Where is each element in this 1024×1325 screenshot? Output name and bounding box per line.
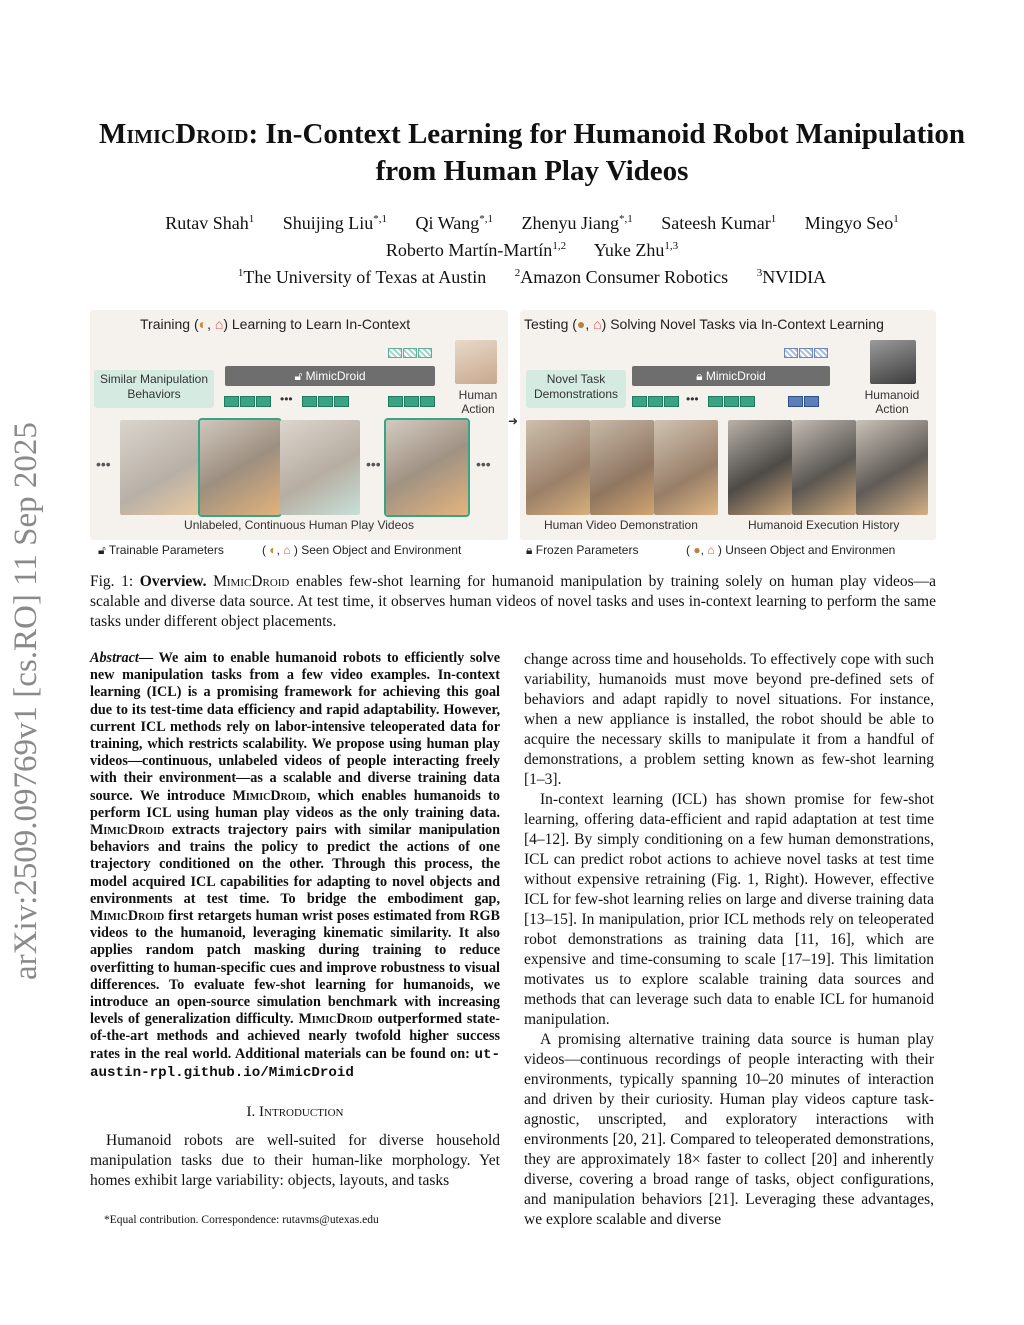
potato-icon: ● xyxy=(693,543,701,557)
input-token xyxy=(224,396,239,407)
play-videos-label: Unlabeled, Continuous Human Play Videos xyxy=(184,518,414,532)
author: Sateesh Kumar xyxy=(661,213,771,233)
history-token xyxy=(788,396,803,407)
section-heading: I. Introduction xyxy=(246,1104,344,1120)
paragraph: change across time and households. To effectively cope with such variability, humanoids must move beyond pre-defined sets of behaviors and adapt rapidly to novel situations. For instance, when a new appliance is installed, the robot should be able to acquire the necessary skills to manipulate it from a handful of demonstrations, a problem setting known as few-shot learning [1–3]. xyxy=(524,651,934,788)
testing-panel xyxy=(520,310,936,540)
humanoid-action-label: Humanoid Action xyxy=(864,388,920,416)
arxiv-stamp: arXiv:2509.09769v1 [cs.RO] 11 Sep 2025 xyxy=(8,422,44,980)
history-frame xyxy=(728,420,792,515)
play-video-frame xyxy=(280,420,360,515)
human-hand-image xyxy=(455,340,497,384)
ellipsis: ••• xyxy=(476,456,491,472)
input-token xyxy=(302,396,317,407)
mimicdroid-model-bar: 🔓︎ MimicDroid xyxy=(225,366,435,386)
house-icon: ⌂ xyxy=(707,543,715,557)
input-token xyxy=(664,396,679,407)
output-token xyxy=(403,348,417,358)
figure-overview xyxy=(90,310,936,568)
input-token xyxy=(648,396,663,407)
author: Rutav Shah xyxy=(165,213,249,233)
right-column xyxy=(524,650,934,1230)
history-token xyxy=(804,396,819,407)
unlock-icon: 🔓︎ xyxy=(98,543,106,557)
croissant-icon: ◐ xyxy=(198,316,208,332)
input-token xyxy=(420,396,435,407)
output-token xyxy=(814,348,828,358)
legend-frozen: 🔒︎ Frozen Parameters xyxy=(526,543,639,557)
paper-title xyxy=(60,116,1004,190)
demo-label: Human Video Demonstration xyxy=(544,518,698,532)
input-token xyxy=(240,396,255,407)
author-line-1: Rutav Shah$^1$ Shuijing Liu$^{*,1}$ Qi Wang$^{*,1}$ Zhenyu Jiang$^{*,1}$ Sateesh Kumar$^1$ Mingyo Seo$^1$ xyxy=(165,213,899,233)
input-token xyxy=(318,396,333,407)
ellipsis: ••• xyxy=(280,392,293,406)
demo-frame xyxy=(590,420,654,515)
history-frame xyxy=(856,420,928,515)
ellipsis: ••• xyxy=(96,456,111,472)
training-panel xyxy=(90,310,508,540)
author: Yuke Zhu xyxy=(593,240,665,260)
output-token xyxy=(388,348,402,358)
legend-trainable: 🔓︎ Trainable Parameters xyxy=(98,543,224,557)
house-icon: ⌂ xyxy=(593,316,602,332)
abstract: Abstract— We aim to enable humanoid robots to efficiently solve new manipulation tasks from a few video examples. In-context learning (ICL) is a promising framework for achieving this goal due to its test-time data efficiency and rapid adaptability. However, current ICL methods rely on labor-intensive teleoperated data for training, which restricts scalability. We propose using human play videos—continuous, unlabeled videos of people interacting freely with their environment—as a scalable and diverse training data source. We introduce MimicDroid, which enables humanoids to perform ICL using human play videos as the only training data. MimicDroid extracts trajectory pairs with similar manipulation behaviors and trains the policy to predict the actions of one trajectory conditioned on the other. Through this process, the model acquired ICL capabilities for adapting to novel objects and environments at test time. To bridge the embodiment gap, MimicDroid first retargets human wrist poses estimated from RGB videos to the humanoid, leveraging kinematic similarity. It also applies random patch masking during training to reduce overfitting to human-specific cues and improve robustness to visual differences. To evaluate few-shot learning for humanoids, we introduce an open-source simulation benchmark with increasing levels of generalization difficulty. MimicDroid outperformed state-of-the-art methods and achieved nearly twofold higher success rates in the real world. Additional materials can be found on: ut-austin-rpl.github.io/MimicDroid xyxy=(90,650,500,1081)
author: Shuijing Liu xyxy=(282,213,374,233)
affiliations: $^1$The University of Texas at Austin $^2$Amazon Consumer Robotics $^3$NVIDIA xyxy=(237,267,827,287)
paragraph: A promising alternative training data source is human play videos—continuous recordings of people interacting with their environments, typically spanning 10–20 minutes of interaction and driven by their curiosity. Human play videos capture task-agnostic, unscripted, and exploratory interactions with environments [20, 21]. Compared to teleoperated demonstrations, they are approximately 18× faster to collect [20] and inherently diverse, covering a broad range of tasks, object configurations, and manipulation behaviors [21]. Leveraging these advantages, we explore scalable and diverse xyxy=(524,1031,934,1228)
similar-behaviors-box: Similar Manipulation Behaviors xyxy=(94,370,214,408)
demo-frame xyxy=(654,420,718,515)
unlock-icon: 🔓︎ xyxy=(294,369,303,383)
humanoid-hand-image xyxy=(870,340,916,384)
input-token xyxy=(724,396,739,407)
training-title: Training (◐, ⌂) Learning to Learn In-Context xyxy=(140,316,411,332)
input-token xyxy=(740,396,755,407)
input-token xyxy=(388,396,403,407)
affiliation: Amazon Consumer Robotics xyxy=(520,267,729,287)
abstract-lead: Abstract xyxy=(90,650,139,666)
croissant-icon: ◐ xyxy=(269,543,277,557)
history-frame xyxy=(792,420,856,515)
project-url[interactable]: ut-austin-rpl.github.io/MimicDroid xyxy=(90,1046,500,1081)
ellipsis: ••• xyxy=(366,456,381,472)
play-video-frame xyxy=(200,420,280,515)
output-token xyxy=(784,348,798,358)
legend-unseen: ( ●, ⌂ ) Unseen Object and Environmen xyxy=(686,543,896,557)
author: Roberto Martín-Martín xyxy=(385,240,553,260)
footnote: *Equal contribution. Correspondence: rutavms@utexas.edu xyxy=(104,1214,379,1226)
figure-caption: Fig. 1: Overview. MimicDroid enables few-shot learning for humanoid manipulation by training solely on human play videos—a scalable and diverse data source. At test time, it observes human videos of novel tasks and uses in-context learning to perform the same tasks under different object placements. xyxy=(90,573,937,630)
title-line1: : In-Context Learning for Humanoid Robot Manipulation xyxy=(248,118,965,150)
house-icon: ⌂ xyxy=(283,543,291,557)
lock-icon: 🔒︎ xyxy=(526,543,533,557)
potato-icon: ● xyxy=(576,316,586,332)
human-action-label: Human Action xyxy=(458,388,498,416)
novel-demos-box: Novel Task Demonstrations xyxy=(526,370,626,408)
affiliation: NVIDIA xyxy=(762,267,827,287)
house-icon: ⌂ xyxy=(214,316,224,332)
title-line2: from Human Play Videos xyxy=(375,155,689,187)
author-line-2: Roberto Martín-Martín$^{1,2}$ Yuke Zhu$^{1,3}$ xyxy=(385,240,679,260)
affiliation: The University of Texas at Austin xyxy=(243,267,487,287)
lock-icon: 🔒︎ xyxy=(696,369,703,383)
ellipsis: ••• xyxy=(686,392,699,406)
mimicdroid-model-bar: 🔒︎ MimicDroid xyxy=(632,366,830,386)
output-token xyxy=(799,348,813,358)
author: Qi Wang xyxy=(415,213,480,233)
input-token xyxy=(708,396,723,407)
author-block xyxy=(60,208,1004,289)
output-token xyxy=(418,348,432,358)
author: Mingyo Seo xyxy=(804,213,894,233)
input-token xyxy=(632,396,647,407)
play-video-frame xyxy=(386,420,468,515)
testing-title: Testing (●, ⌂) Solving Novel Tasks via In-Context Learning xyxy=(524,316,884,332)
history-label: Humanoid Execution History xyxy=(748,518,900,532)
title-method-name: MimicDroid xyxy=(99,118,249,150)
intro-paragraph: Humanoid robots are well-suited for diverse household manipulation tasks due to their human-like morphology. Yet homes exhibit large variability: objects, layouts, and tasks xyxy=(90,1132,500,1189)
legend-seen: ( ◐, ⌂ ) Seen Object and Environment xyxy=(262,543,462,557)
paragraph: In-context learning (ICL) has shown promise for few-shot learning, offering data-efficient and rapid adaptation at test time [4–12]. By simply conditioning on a few human demonstrations, ICL can predict robot actions to achieve novel tasks at test time without expensive retraining (Fig. 1, Right). However, effective ICL for few-shot learning relies on large and diverse training data [13–15]. In manipulation, prior ICL methods rely on teleoperated robot demonstrations as training data [11, 16], which are expensive and time-consuming to scale [17–19]. This limitation motivates us to explore scalable training data sources and methods that can leverage such data to enable ICL for humanoid manipulation. xyxy=(524,791,934,1028)
input-token xyxy=(404,396,419,407)
arrow-right-icon: ➜ xyxy=(508,414,519,428)
input-token xyxy=(334,396,349,407)
demo-frame xyxy=(526,420,590,515)
play-video-frame xyxy=(120,420,200,515)
input-token xyxy=(256,396,271,407)
author: Zhenyu Jiang xyxy=(521,213,619,233)
